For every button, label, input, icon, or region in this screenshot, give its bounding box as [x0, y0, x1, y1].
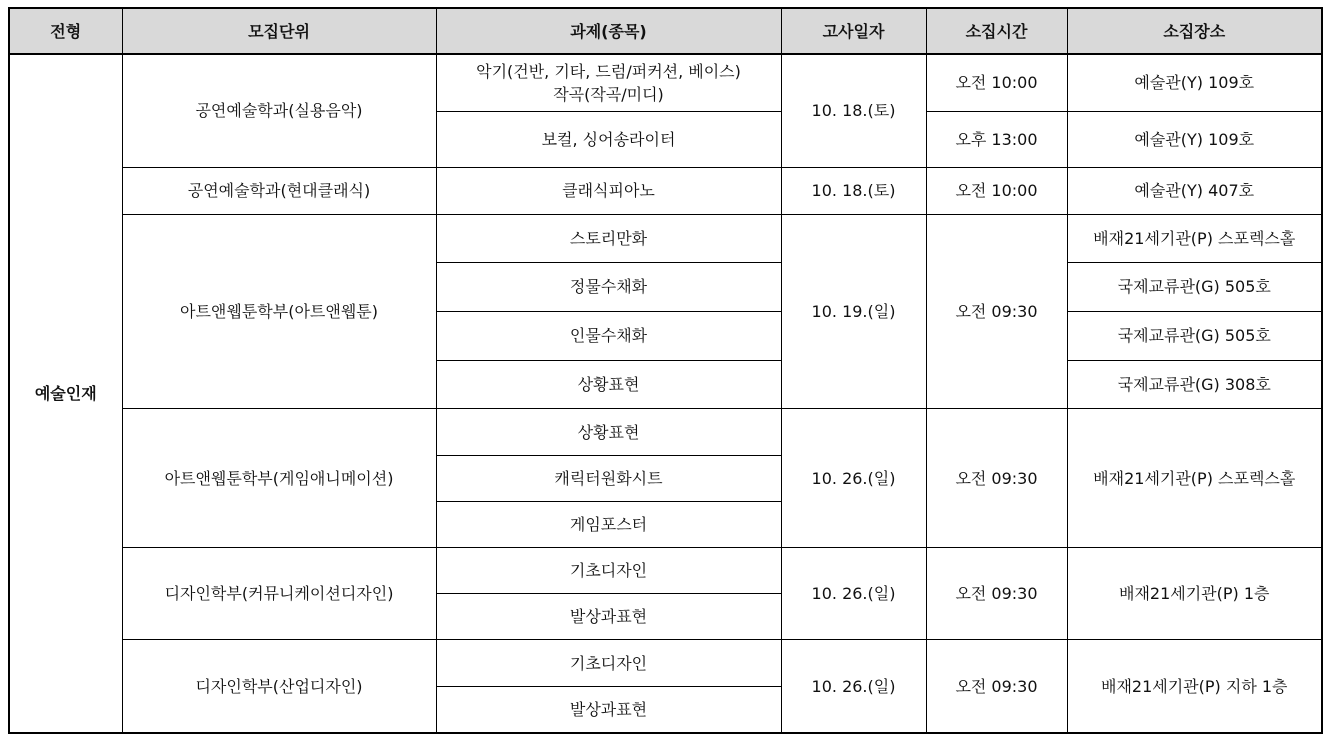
header-date: 고사일자: [781, 8, 926, 54]
task-cell: 보컬, 싱어송라이터: [436, 111, 781, 167]
task-cell: 클래식피아노: [436, 167, 781, 214]
place-cell: 배재21세기관(P) 1층: [1067, 548, 1322, 640]
task-cell: 기초디자인: [436, 548, 781, 594]
task-line: 악기(건반, 기타, 드럼/퍼커션, 베이스): [476, 61, 741, 81]
time-cell: 오전 10:00: [926, 54, 1067, 111]
table-row: [9, 54, 1322, 111]
category-cell: 예술인재: [9, 54, 122, 733]
place-cell: 배재21세기관(P) 지하 1층: [1067, 640, 1322, 733]
date-cell: 10. 26.(일): [781, 408, 926, 547]
place-cell: 국제교류관(G) 505호: [1067, 311, 1322, 360]
time-cell: 오전 09:30: [926, 408, 1067, 547]
task-line: 작곡(작곡/미디): [553, 84, 664, 104]
table-row: [9, 640, 1322, 687]
table-row: [9, 214, 1322, 262]
unit-cell: 디자인학부(산업디자인): [122, 640, 436, 733]
date-cell: 10. 26.(일): [781, 640, 926, 733]
header-row: [9, 8, 1322, 54]
task-cell: [436, 54, 781, 111]
task-cell: 스토리만화: [436, 214, 781, 262]
unit-cell: 공연예술학과(실용음악): [122, 54, 436, 167]
task-cell: 발상과표현: [436, 687, 781, 733]
task-cell: 캐릭터원화시트: [436, 456, 781, 502]
task-cell: 상황표현: [436, 408, 781, 455]
date-cell: 10. 26.(일): [781, 548, 926, 640]
exam-schedule-table: [8, 7, 1323, 734]
task-cell: 상황표현: [436, 360, 781, 408]
task-cell: 발상과표현: [436, 594, 781, 640]
task-cell: 기초디자인: [436, 640, 781, 687]
unit-cell: 아트앤웹툰학부(게임애니메이션): [122, 408, 436, 547]
place-cell: 예술관(Y) 407호: [1067, 167, 1322, 214]
place-cell: 국제교류관(G) 505호: [1067, 262, 1322, 311]
time-cell: 오전 10:00: [926, 167, 1067, 214]
task-cell: 인물수채화: [436, 311, 781, 360]
header-task: 과제(종목): [436, 8, 781, 54]
date-cell: 10. 19.(일): [781, 214, 926, 408]
header-time: 소집시간: [926, 8, 1067, 54]
unit-cell: 디자인학부(커뮤니케이션디자인): [122, 548, 436, 640]
place-cell: 예술관(Y) 109호: [1067, 54, 1322, 111]
unit-cell: 아트앤웹툰학부(아트앤웹툰): [122, 214, 436, 408]
date-cell: 10. 18.(토): [781, 54, 926, 167]
unit-cell: 공연예술학과(현대클래식): [122, 167, 436, 214]
header-place: 소집장소: [1067, 8, 1322, 54]
time-cell: 오전 09:30: [926, 548, 1067, 640]
place-cell: 배재21세기관(P) 스포렉스홀: [1067, 214, 1322, 262]
task-cell: 정물수채화: [436, 262, 781, 311]
time-cell: 오후 13:00: [926, 111, 1067, 167]
place-cell: 배재21세기관(P) 스포렉스홀: [1067, 408, 1322, 547]
header-category: 전형: [9, 8, 122, 54]
task-cell: 게임포스터: [436, 502, 781, 548]
time-cell: 오전 09:30: [926, 214, 1067, 408]
header-unit: 모집단위: [122, 8, 436, 54]
time-cell: 오전 09:30: [926, 640, 1067, 733]
table-row: [9, 167, 1322, 214]
place-cell: 예술관(Y) 109호: [1067, 111, 1322, 167]
date-cell: 10. 18.(토): [781, 167, 926, 214]
table-row: [9, 408, 1322, 455]
place-cell: 국제교류관(G) 308호: [1067, 360, 1322, 408]
table-row: [9, 548, 1322, 594]
